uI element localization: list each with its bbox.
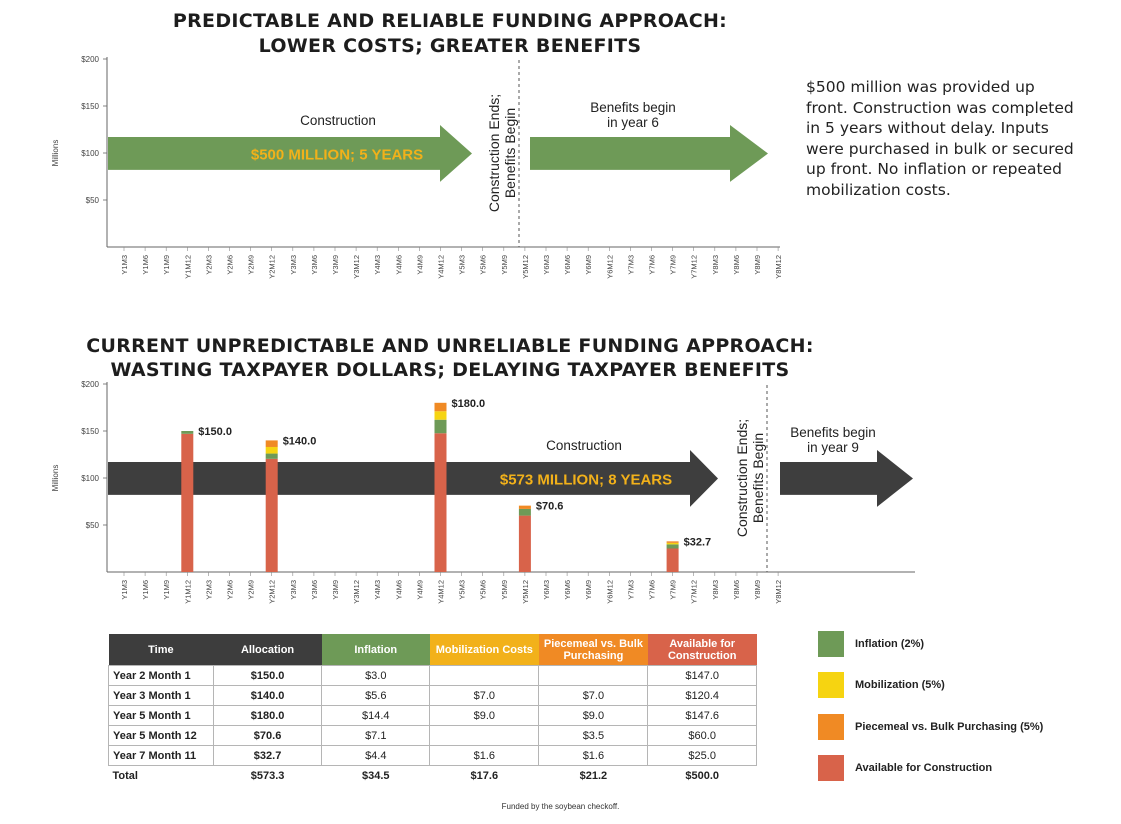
legend-swatch [818,755,844,781]
y-tick-label: $50 [85,521,99,530]
table-header-row [109,634,757,666]
bar-value-label: $70.6 [535,500,564,513]
x-tick-label: Y5M6 [478,255,488,275]
x-tick-label: Y3M3 [288,254,298,275]
x-tick-label: Y2M9 [246,580,256,600]
y-tick-label: $200 [81,380,99,389]
bar-segment-inflation [435,420,447,434]
bar-segment-available [266,459,278,572]
bar-value-label: $32.7 [683,536,712,549]
cell-piecemeal: $3.5 [539,726,648,746]
bar-segment-mobilization [266,447,278,454]
x-tick-label: Y3M9 [331,580,340,600]
cell-available: $147.0 [648,666,757,686]
benefits-label-line2: in year 6 [607,115,659,131]
x-tick-label: Y2M12 [267,255,277,279]
x-tick-label: Y8M6 [731,255,741,275]
legend-item-inflation [818,631,1098,657]
x-tick-label: Y5M12 [520,580,530,604]
x-tick-label: Y4M6 [394,580,404,600]
y-axis-label: Millions [51,139,60,167]
y-tick-label: $100 [81,474,99,483]
benefits-label-line1: Benefits begin [790,425,876,441]
cell-mobilization: $1.6 [430,746,539,766]
bar-segment-mobilization [667,543,679,545]
x-tick-label: Y3M12 [352,580,362,604]
cell-mobilization [430,666,539,686]
x-tick-label: Y6M3 [542,255,551,275]
x-tick-label: Y7M12 [689,580,699,604]
x-tick-label: Y1M3 [120,580,129,600]
benefits-label-line2: in year 9 [807,440,859,456]
legend-swatch [818,672,844,698]
x-tick-label: Y6M9 [584,580,594,600]
cell-available: $25.0 [648,746,757,766]
cell-time: Year 5 Month 1 [109,706,214,726]
legend-swatch [818,714,844,740]
cell-allocation: $180.0 [213,706,322,726]
x-tick-label: Y1M6 [141,580,151,600]
table-row [109,726,757,746]
legend-swatch [818,631,844,657]
bar-value-label: $140.0 [282,435,317,448]
cell-available: $120.4 [648,686,757,706]
x-tick-label: Y3M12 [352,255,362,279]
cell-mobilization: $9.0 [430,706,539,726]
y-tick-label: $200 [81,55,99,64]
total-inflation: $34.5 [362,769,390,782]
cell-available: $60.0 [648,726,757,746]
total-allocation: $573.3 [250,769,285,782]
x-tick-label: Y4M9 [415,580,425,600]
x-tick-label: Y8M12 [774,255,784,279]
x-tick-label: Y8M9 [753,255,762,275]
x-tick-label: Y6M12 [605,255,615,279]
cell-allocation: $70.6 [213,726,322,746]
x-tick-label: Y5M12 [520,255,530,279]
cell-available: $147.6 [648,706,757,726]
x-tick-label: Y4M12 [436,580,446,604]
legend-label: Piecemeal vs. Bulk Purchasing (5%) [855,721,1044,733]
bar-value-label: $180.0 [451,397,486,410]
benefits-label-line1: Benefits begin [590,100,676,116]
legend-label: Inflation (2%) [855,638,925,650]
x-tick-label: Y6M6 [563,255,573,275]
x-tick-label: Y2M3 [204,255,214,275]
total-label: Total [112,769,138,782]
chart2-title-line2: WASTING TAXPAYER DOLLARS; DELAYING TAXPAYER BENEFITS [110,359,790,381]
construction-label: Construction [546,438,622,454]
bar-segment-mobilization [435,411,447,419]
cell-piecemeal [539,666,648,686]
x-tick-label: Y4M12 [436,255,446,279]
legend-item-available [818,755,1098,781]
x-tick-label: Y7M12 [689,255,699,279]
x-tick-label: Y5M9 [499,580,509,600]
bar-segment-piecemeal [266,440,278,447]
cell-inflation: $4.4 [322,746,430,766]
cell-inflation: $7.1 [322,726,430,746]
table-row [109,706,757,726]
x-tick-label: Y1M3 [120,255,129,275]
bar-segment-inflation [181,431,193,434]
cell-time: Year 2 Month 1 [109,666,214,686]
x-tick-label: Y8M12 [774,580,784,604]
legend-item-piecemeal [818,714,1098,740]
cell-inflation: $5.6 [322,686,430,706]
legend-label: Mobilization (5%) [855,679,945,691]
benefits-arrow [530,125,768,182]
header-piecemeal: Piecemeal vs. Bulk Purchasing [539,634,648,666]
x-tick-label: Y2M9 [246,255,256,275]
x-tick-label: Y5M3 [457,580,467,600]
divider-label-line1: Construction Ends; [734,418,750,538]
y-tick-label: $150 [81,427,99,436]
table-row [109,666,757,686]
cell-piecemeal: $9.0 [539,706,648,726]
x-tick-label: Y3M9 [331,255,340,275]
header-inflation: Inflation [322,634,430,666]
chart1-plot [40,55,785,295]
table-row [109,686,757,706]
x-tick-label: Y3M3 [288,580,298,600]
legend-item-mobilization [818,672,1098,698]
total-piecemeal: $21.2 [579,769,608,782]
bar-value-label: $150.0 [198,426,232,438]
x-tick-label: Y6M9 [584,255,594,275]
x-tick-label: Y1M12 [183,255,193,279]
cell-piecemeal: $1.6 [539,746,648,766]
header-allocation: Allocation [213,634,322,666]
construction-value-label: $500 MILLION; 5 YEARS [250,146,424,164]
x-tick-label: Y5M6 [478,580,488,600]
cell-allocation: $32.7 [213,746,322,766]
cell-time: Year 5 Month 12 [109,726,214,746]
x-tick-label: Y5M9 [499,255,509,275]
cell-mobilization [430,726,539,746]
divider-label-line1: Construction Ends; [486,93,502,213]
construction-label: Construction [300,113,376,129]
divider-label-line2: Benefits Begin [750,432,766,524]
divider-label-line2: Benefits Begin [502,107,518,199]
chart2-plot [40,380,920,620]
chart1-title-line1: PREDICTABLE AND RELIABLE FUNDING APPROACH: [172,10,728,32]
header-available: Available for Construction [648,634,757,666]
x-tick-label: Y7M6 [647,255,657,275]
x-tick-label: Y1M12 [183,580,193,604]
x-tick-label: Y3M6 [309,255,319,275]
bar-segment-piecemeal [519,506,531,509]
bar-segment-inflation [519,509,531,516]
x-tick-label: Y1M6 [141,255,151,275]
x-tick-label: Y4M6 [394,255,404,275]
chart1-title-line2: LOWER COSTS; GREATER BENEFITS [258,35,642,57]
x-tick-label: Y4M9 [415,255,425,275]
header-time: Time [109,634,214,666]
y-tick-label: $50 [85,196,99,205]
y-tick-label: $100 [81,149,99,158]
x-tick-label: Y8M3 [710,255,720,275]
y-tick-label: $150 [81,102,99,111]
bar-segment-available [667,549,679,573]
cell-inflation: $3.0 [322,666,430,686]
cell-mobilization: $7.0 [430,686,539,706]
cell-allocation: $140.0 [213,686,322,706]
total-available: $500.0 [685,769,720,782]
x-tick-label: Y8M6 [731,580,741,600]
x-tick-label: Y1M9 [162,580,172,600]
x-tick-label: Y7M6 [647,580,657,600]
footer-credit: Funded by the soybean checkoff. [501,802,620,811]
x-tick-label: Y2M12 [267,580,277,604]
x-tick-label: Y3M6 [309,580,319,600]
chart1-explanation-note: $500 million was provided up front. Construction was completed in 5 years without delay. Inputs were purchased in bulk or secured up front. No inflation or repeated mobilization costs. [806,78,1074,199]
table-row [109,746,757,766]
x-tick-label: Y8M3 [710,580,720,600]
benefits-arrow [780,450,913,507]
cell-time: Year 3 Month 1 [109,686,214,706]
bar-segment-available [519,516,531,572]
x-tick-label: Y7M9 [668,255,678,275]
bar-segment-piecemeal [667,541,679,543]
x-tick-label: Y6M6 [563,580,573,600]
total-mobilization: $17.6 [470,769,499,782]
funding-table [108,634,757,785]
x-tick-label: Y6M12 [605,580,615,604]
x-tick-label: Y1M9 [162,255,172,275]
x-tick-label: Y8M9 [753,580,762,600]
y-axis-label: Millions [51,464,60,492]
bar-segment-inflation [667,544,679,548]
table-total-row [109,766,757,786]
x-tick-label: Y4M3 [373,255,383,275]
x-tick-label: Y2M6 [225,255,235,275]
cell-allocation: $150.0 [213,666,322,686]
cell-inflation: $14.4 [322,706,430,726]
bar-segment-piecemeal [435,403,447,411]
bar-segment-available [181,434,193,572]
header-mobilization: Mobilization Costs [430,634,539,666]
cell-time: Year 7 Month 11 [109,746,214,766]
x-tick-label: Y2M3 [204,580,214,600]
construction-value-label: $573 MILLION; 8 YEARS [499,471,673,489]
bar-segment-inflation [266,454,278,459]
x-tick-label: Y7M3 [626,580,636,600]
x-tick-label: Y5M3 [457,255,467,275]
chart2-title-line1: CURRENT UNPREDICTABLE AND UNRELIABLE FUNDING APPROACH: [86,335,814,357]
cell-piecemeal: $7.0 [539,686,648,706]
bar-segment-available [435,433,447,572]
x-tick-label: Y4M3 [373,580,383,600]
x-tick-label: Y6M3 [542,580,551,600]
x-tick-label: Y2M6 [225,580,235,600]
x-tick-label: Y7M3 [626,255,636,275]
x-tick-label: Y7M9 [668,580,678,600]
legend-label: Available for Construction [855,762,993,774]
